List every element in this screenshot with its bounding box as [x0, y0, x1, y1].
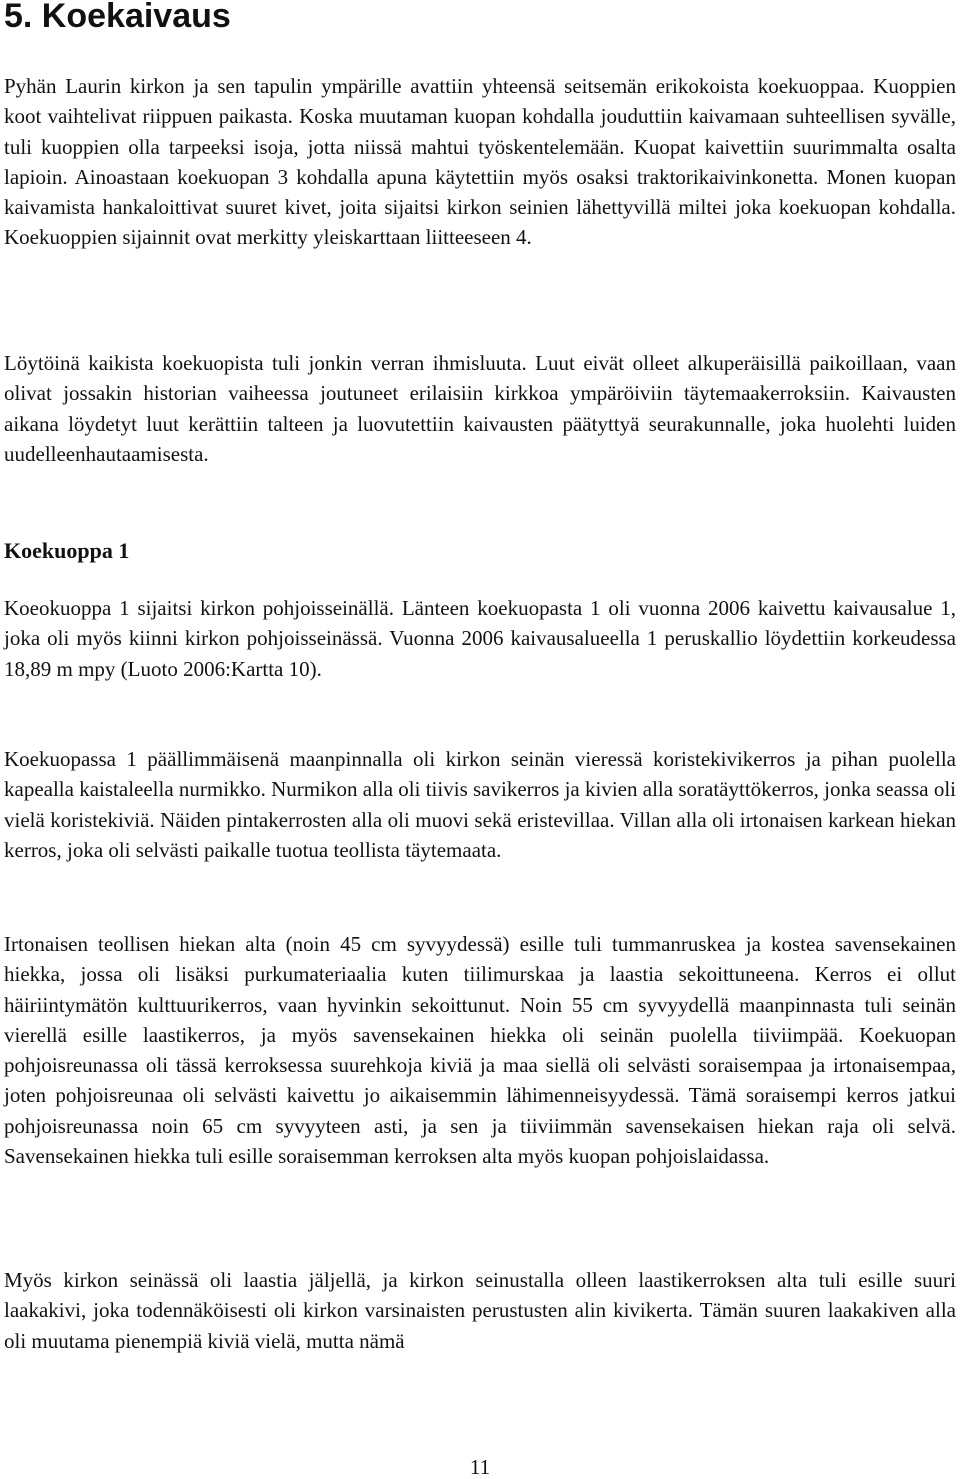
paragraph-intro: Pyhän Laurin kirkon ja sen tapulin ympärille avattiin yhteensä seitsemän erikokoista koekuoppaa. Kuoppien koot vaihtelivat riippuen paikasta. Koska muutaman kuopan kohdalla jouduttiin kaivamaan suhteellisen syvälle, tuli kuoppien olla tarpeeksi isoja, jotta niissä mahtui työskentelemään. Kuopat kaivettiin suurimmalta osalta lapioin. Ainoastaan koekuopan 3 kohdalla apuna käytettiin myös osaksi traktorikaivinkonetta. Monen kuopan kaivamista hankaloittivat suuret kivet, joita sijaitsi kirkon seinien lähettyvillä miltei joka koekuopan kohdalla. Koekuoppien sijainnit ovat merkitty yleiskarttaan liitteeseen 4.: [4, 74, 956, 250]
paragraph-pit1-wall: Myös kirkon seinässä oli laastia jäljellä, ja kirkon seinustalla olleen laastikerroksen alta tuli esille suuri laakakivi, joka todennäköisesti oli kirkon varsinaisten perustusten alin kivikerta. Tämän suuren laakakiven alla oli muutama pienempiä kiviä vielä, mutta nämä: [4, 1268, 956, 1353]
paragraph-pit1-lower-layers: Irtonaisen teollisen hiekan alta (noin 45 cm syvyydessä) esille tuli tummanruskea ja kostea savensekainen hiekka, jossa oli lisäksi purkumateriaalia kuten tiilimurskaa ja laastia sekoittuneena. Kerros ei ollut häiriintymätön kulttuurikerros, vaan hyvinkin sekoittunut. Noin 55 cm syvyydellä maanpinnasta tuli seinän vierellä esille laastikerros, ja myös savensekainen hiekka oli seinän puolella tiiviimpää. Koekuopan pohjoisreunassa oli tässä kerroksessa suurehkoja kiviä ja maa siellä oli selvästi soraisempaa ja irtonaisempaa, joten pohjoisreunaa oli selvästi kaivettu jo aikaisemmin lähimenneisyydessä. Tämä soraisempi kerros jatkui pohjoisreunassa noin 65 cm syvyyteen asti, ja sen ja tiiviimmän savensekaisen hiekan raja oli selvä. Savensekainen hiekka tuli esille soraisemman kerroksen alta myös kuopan pohjoislaidassa.: [4, 932, 956, 1169]
subheading-koekuoppa-1: Koekuoppa 1: [4, 538, 130, 563]
page-number: 11: [469, 1455, 491, 1479]
paragraph-findings: Löytöinä kaikista koekuopista tuli jonkin verran ihmisluuta. Luut eivät olleet alkuperäisillä paikoillaan, vaan olivat jossakin historian vaiheessa joutuneet erilaisiin kirkkoa ympäröiviin täytemaakerroksiin. Kaivausten aikana löydetyt luut kerättiin talteen ja luovutettiin kaivausten päätyttyä seurakunnalle, joka huolehti luiden uudelleenhautaamisesta.: [4, 351, 956, 466]
paragraph-pit1-location: Koeokuoppa 1 sijaitsi kirkon pohjoisseinällä. Länteen koekuopasta 1 oli vuonna 2006 kaivettu kaivausalue 1, joka oli myös kiinni kirkon pohjoisseinässä. Vuonna 2006 kaivausalueella 1 peruskallio löydettiin korkeudessa 18,89 m mpy (Luoto 2006:Kartta 10).: [4, 596, 956, 681]
section-title: 5. Koekaivaus: [4, 0, 231, 35]
paragraph-pit1-top-layers: Koekuopassa 1 päällimmäisenä maanpinnalla oli kirkon seinän vieressä koristekivikerros ja pihan puolella kapealla kaistaleella nurmikko. Nurmikon alla oli tiivis savikerros ja kivien alla soratäyttökerros, jonka seassa oli vielä koristekiviä. Näiden pintakerrosten alla oli muovi sekä eristevillaa. Villan alla oli irtonaisen karkean hiekan kerros, joka oli selvästi paikalle tuotua teollista täytemaata.: [4, 747, 956, 862]
